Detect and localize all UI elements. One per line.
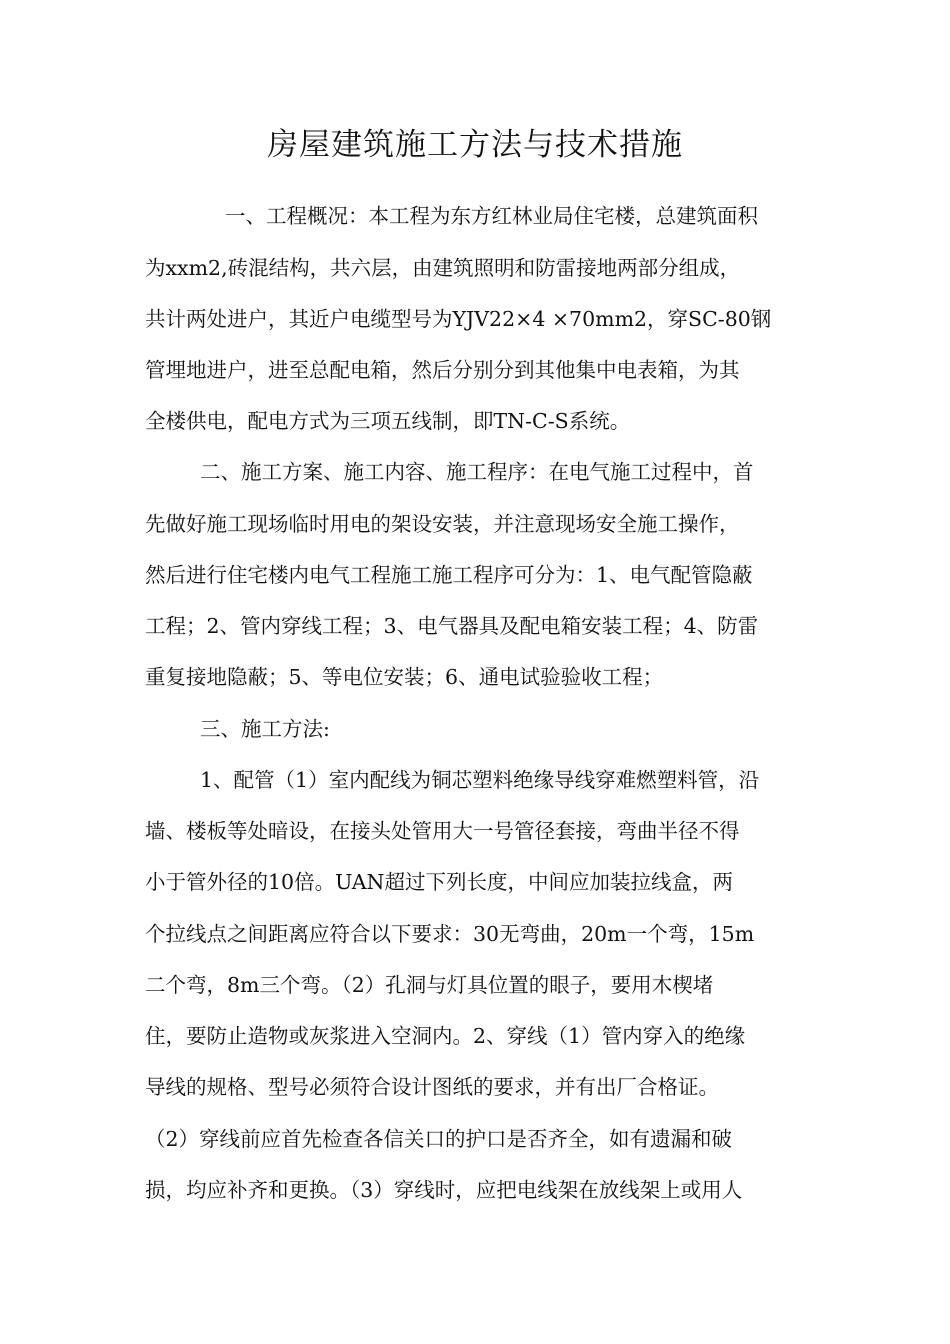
body-line: 损，均应补齐和更换。（3）穿线时，应把电线架在放线架上或用人 xyxy=(145,1178,743,1202)
body-line: 住，要防止造物或灰浆进入空洞内。2、穿线（1）管内穿入的绝缘 xyxy=(145,1024,746,1048)
body-line: 工程；2、管内穿线工程；3、电气器具及配电箱安装工程；4、防雷 xyxy=(145,614,759,638)
body-line: 为xxm2,砖混结构，共六层，由建筑照明和防雷接地两部分组成， xyxy=(145,256,741,280)
body-line: 全楼供电，配电方式为三项五线制，即TN-C-S系统。 xyxy=(145,409,631,433)
body-line: 管埋地进户，进至总配电箱，然后分别分到其他集中电表箱，为其 xyxy=(145,358,740,382)
body-line: 个拉线点之间距离应符合以下要求：30无弯曲，20m一个弯，15m xyxy=(145,922,755,946)
body-line: 三、施工方法: xyxy=(200,717,330,741)
body-line: 二个弯，8m三个弯。（2）孔洞与灯具位置的眼子，要用木楔堵 xyxy=(145,973,714,997)
body-line: 小于管外径的10倍。UAN超过下列长度，中间应加装拉线盒，两 xyxy=(145,870,733,894)
body-line: 一、工程概况：本工程为东方红林业局住宅楼，总建筑面积 xyxy=(225,204,758,228)
body-line: 导线的规格、型号必须符合设计图纸的要求，并有出厂合格证。 xyxy=(145,1075,719,1099)
body-line: 然后进行住宅楼内电气工程施工施工程序可分为：1、电气配管隐蔽 xyxy=(145,563,753,587)
body-line: 墙、楼板等处暗设，在接头处管用大一号管径套接，弯曲半径不得 xyxy=(145,819,740,843)
document-title: 房屋建筑施工方法与技术措施 xyxy=(267,127,683,163)
body-line: 二、施工方案、施工内容、施工程序：在电气施工过程中，首 xyxy=(200,460,754,484)
body-line: 重复接地隐蔽；5、等电位安装；6、通电试验验收工程； xyxy=(145,665,664,689)
body-line: 共计两处进户，其近户电缆型号为YJV22×4 ×70mm2，穿SC-80钢 xyxy=(145,307,772,331)
body-line: 先做好施工现场临时用电的架设安装，并注意现场安全施工操作， xyxy=(145,512,740,536)
body-line: （2）穿线前应首先检查各信关口的护口是否齐全，如有遗漏和破 xyxy=(145,1127,733,1151)
body-line: 1、配管（1）室内配线为铜芯塑料绝缘导线穿难燃塑料管，沿 xyxy=(200,768,760,792)
